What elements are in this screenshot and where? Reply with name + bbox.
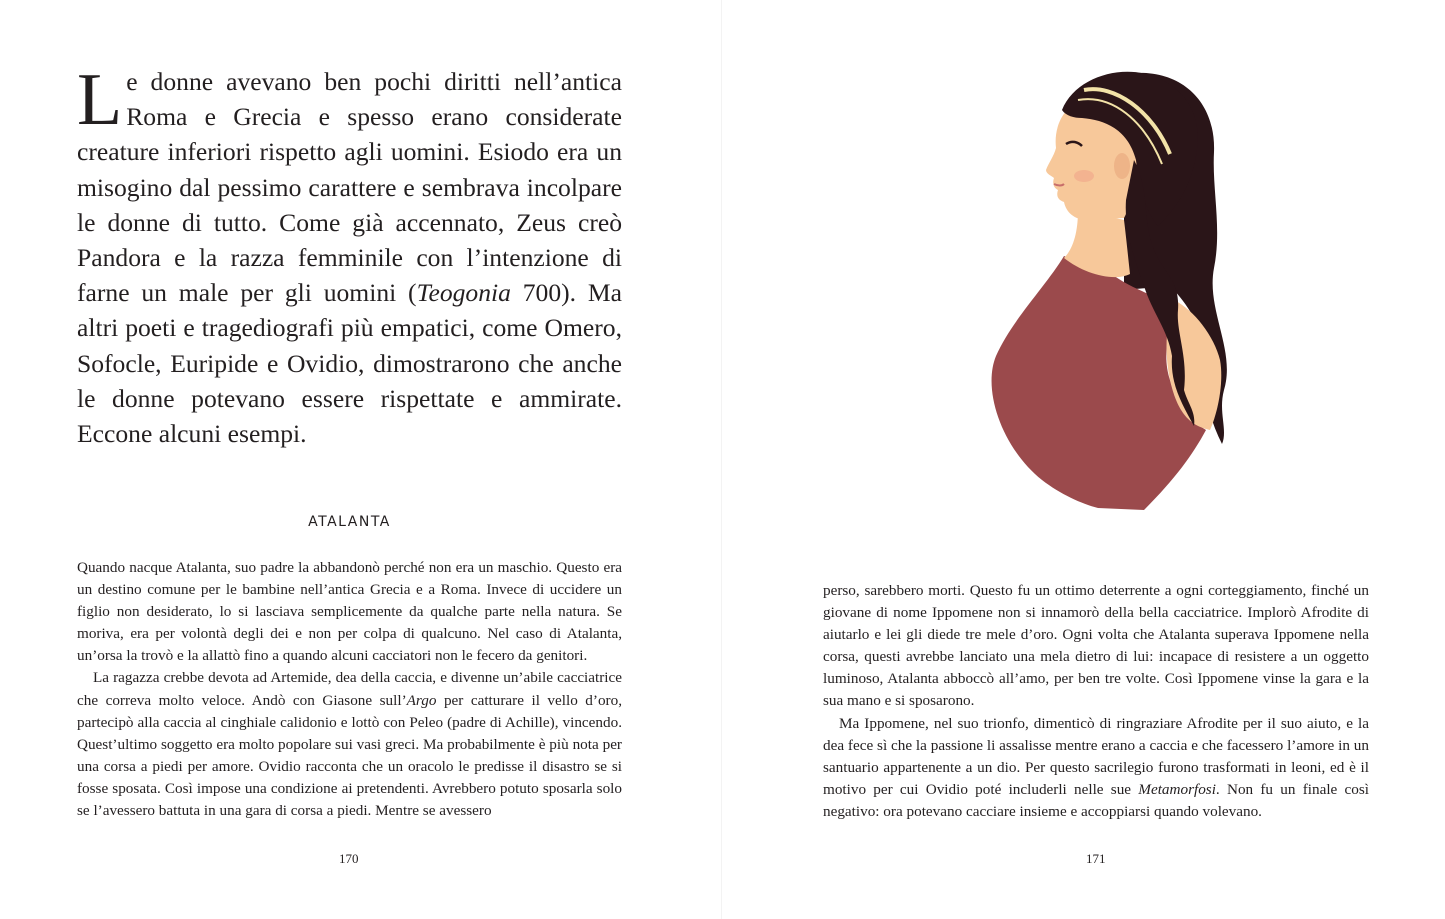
section-title: ATALANTA [308,514,391,530]
right-page [722,0,1445,919]
intro-text: e donne avevano ben pochi diritti nell’antica Roma e Grecia e spesso erano considerate creature inferiori rispetto agli uomini. Esiodo era un misogino dal pessimo carattere e sembrava incolpare le donne di tutto. Come già accennato, Zeus creò Pandora e la razza femminile con l’intenzione di farne un male per gli uomini ( [77,67,622,308]
right-paragraph-1: perso, sarebbero morti. Questo fu un ottimo deterrente a ogni corteggiamento, finché un giovane di nome Ippomene non si innamorò della bella cacciatrice. Implorò Afrodite di aiutarlo e lei gli diede tre mele d’oro. Ogni volta che Atalanta superava Ippomene nella corsa, questi avrebbe lanciato una mela dietro di lui: incapace di resistere a un oggetto luminoso, Atalanta abboccò all’amo, per ben tre volte. Così Ippomene vinse la gara e la sua mano e si sposarono. [823,582,1369,710]
left-paragraph-2-text-end: per catturare il vello d’oro, partecipò alla caccia al cinghiale calidonio e lottò con Peleo (padre di Achille), vincendo. Quest’ultimo soggetto era molto popolare sui vasi greci. Ma probabilmente è più nota per una corsa a piedi per amore. Ovidio racconta che un oracolo le predisse il disastro se si fosse sposata. Così impose una condizione ai pretendenti. Avrebbero potuto sposarla solo se l’avessero battuta in una gara di corsa a piedi. Mentre se avessero [77,691,622,820]
intro-paragraph [77,59,622,451]
right-paragraph-2-italic: Metamorfosi [1138,780,1216,798]
right-body-text [823,580,1369,823]
intro-text-end: 700). Ma altri poeti e tragediografi più empatici, come Omero, Sofocle, Euripide e Ovidio, dimostrarono che anche le donne potevano essere rispettate e ammirate. Eccone alcuni esempi. [77,278,622,449]
ear [1114,153,1130,179]
right-paragraph-2-text-end: . Non fu un finale così negativo: ora potevano cacciare insieme e accoppiarsi quando volevano. [823,780,1370,820]
left-paragraph-2-italic: Argo [406,691,437,709]
right-paragraph-2 [823,713,1369,823]
left-paragraph-2-text: La ragazza crebbe devota ad Artemide, dea della caccia, e divenne un’abile cacciatrice che correva molto veloce. Andò con Giasone sull’ [77,669,622,709]
right-paragraph-2-text: Ma Ippomene, nel suo trionfo, dimenticò di ringraziare Afrodite per il suo aiuto, e la dea fece sì che la passione li assalisse mentre erano a caccia e che facessero l’amore in un santuario appartenente a un dio. Per questo sacrilegio furono trasformati in leoni, ed è il motivo per cui Ovidio poté includerli nelle sue [823,714,1369,798]
intro-italic-title: Teogonia [416,278,511,308]
drop-cap: L [77,59,123,141]
left-paragraph-1: Quando nacque Atalanta, suo padre la abbandonò perché non era un maschio. Questo era un destino comune per le bambine nell’antica Grecia e a Roma. Invece di uccidere un figlio non desiderato, lo si lasciava semplicemente da qualche parte nella natura. Se moriva, era per volontà degli dei e non per colpa di qualcuno. Nel caso di Atalanta, un’orsa la trovò e la allattò fino a quando alcuni cacciatori non le fecero da genitori. [77,559,622,665]
left-body-text [77,557,622,822]
woman-portrait-illustration [974,60,1264,510]
left-page [0,0,722,919]
cheek [1074,170,1094,182]
page-number-left: 170 [339,851,359,866]
left-paragraph-2 [77,667,622,822]
page-number-right: 171 [1086,851,1106,866]
